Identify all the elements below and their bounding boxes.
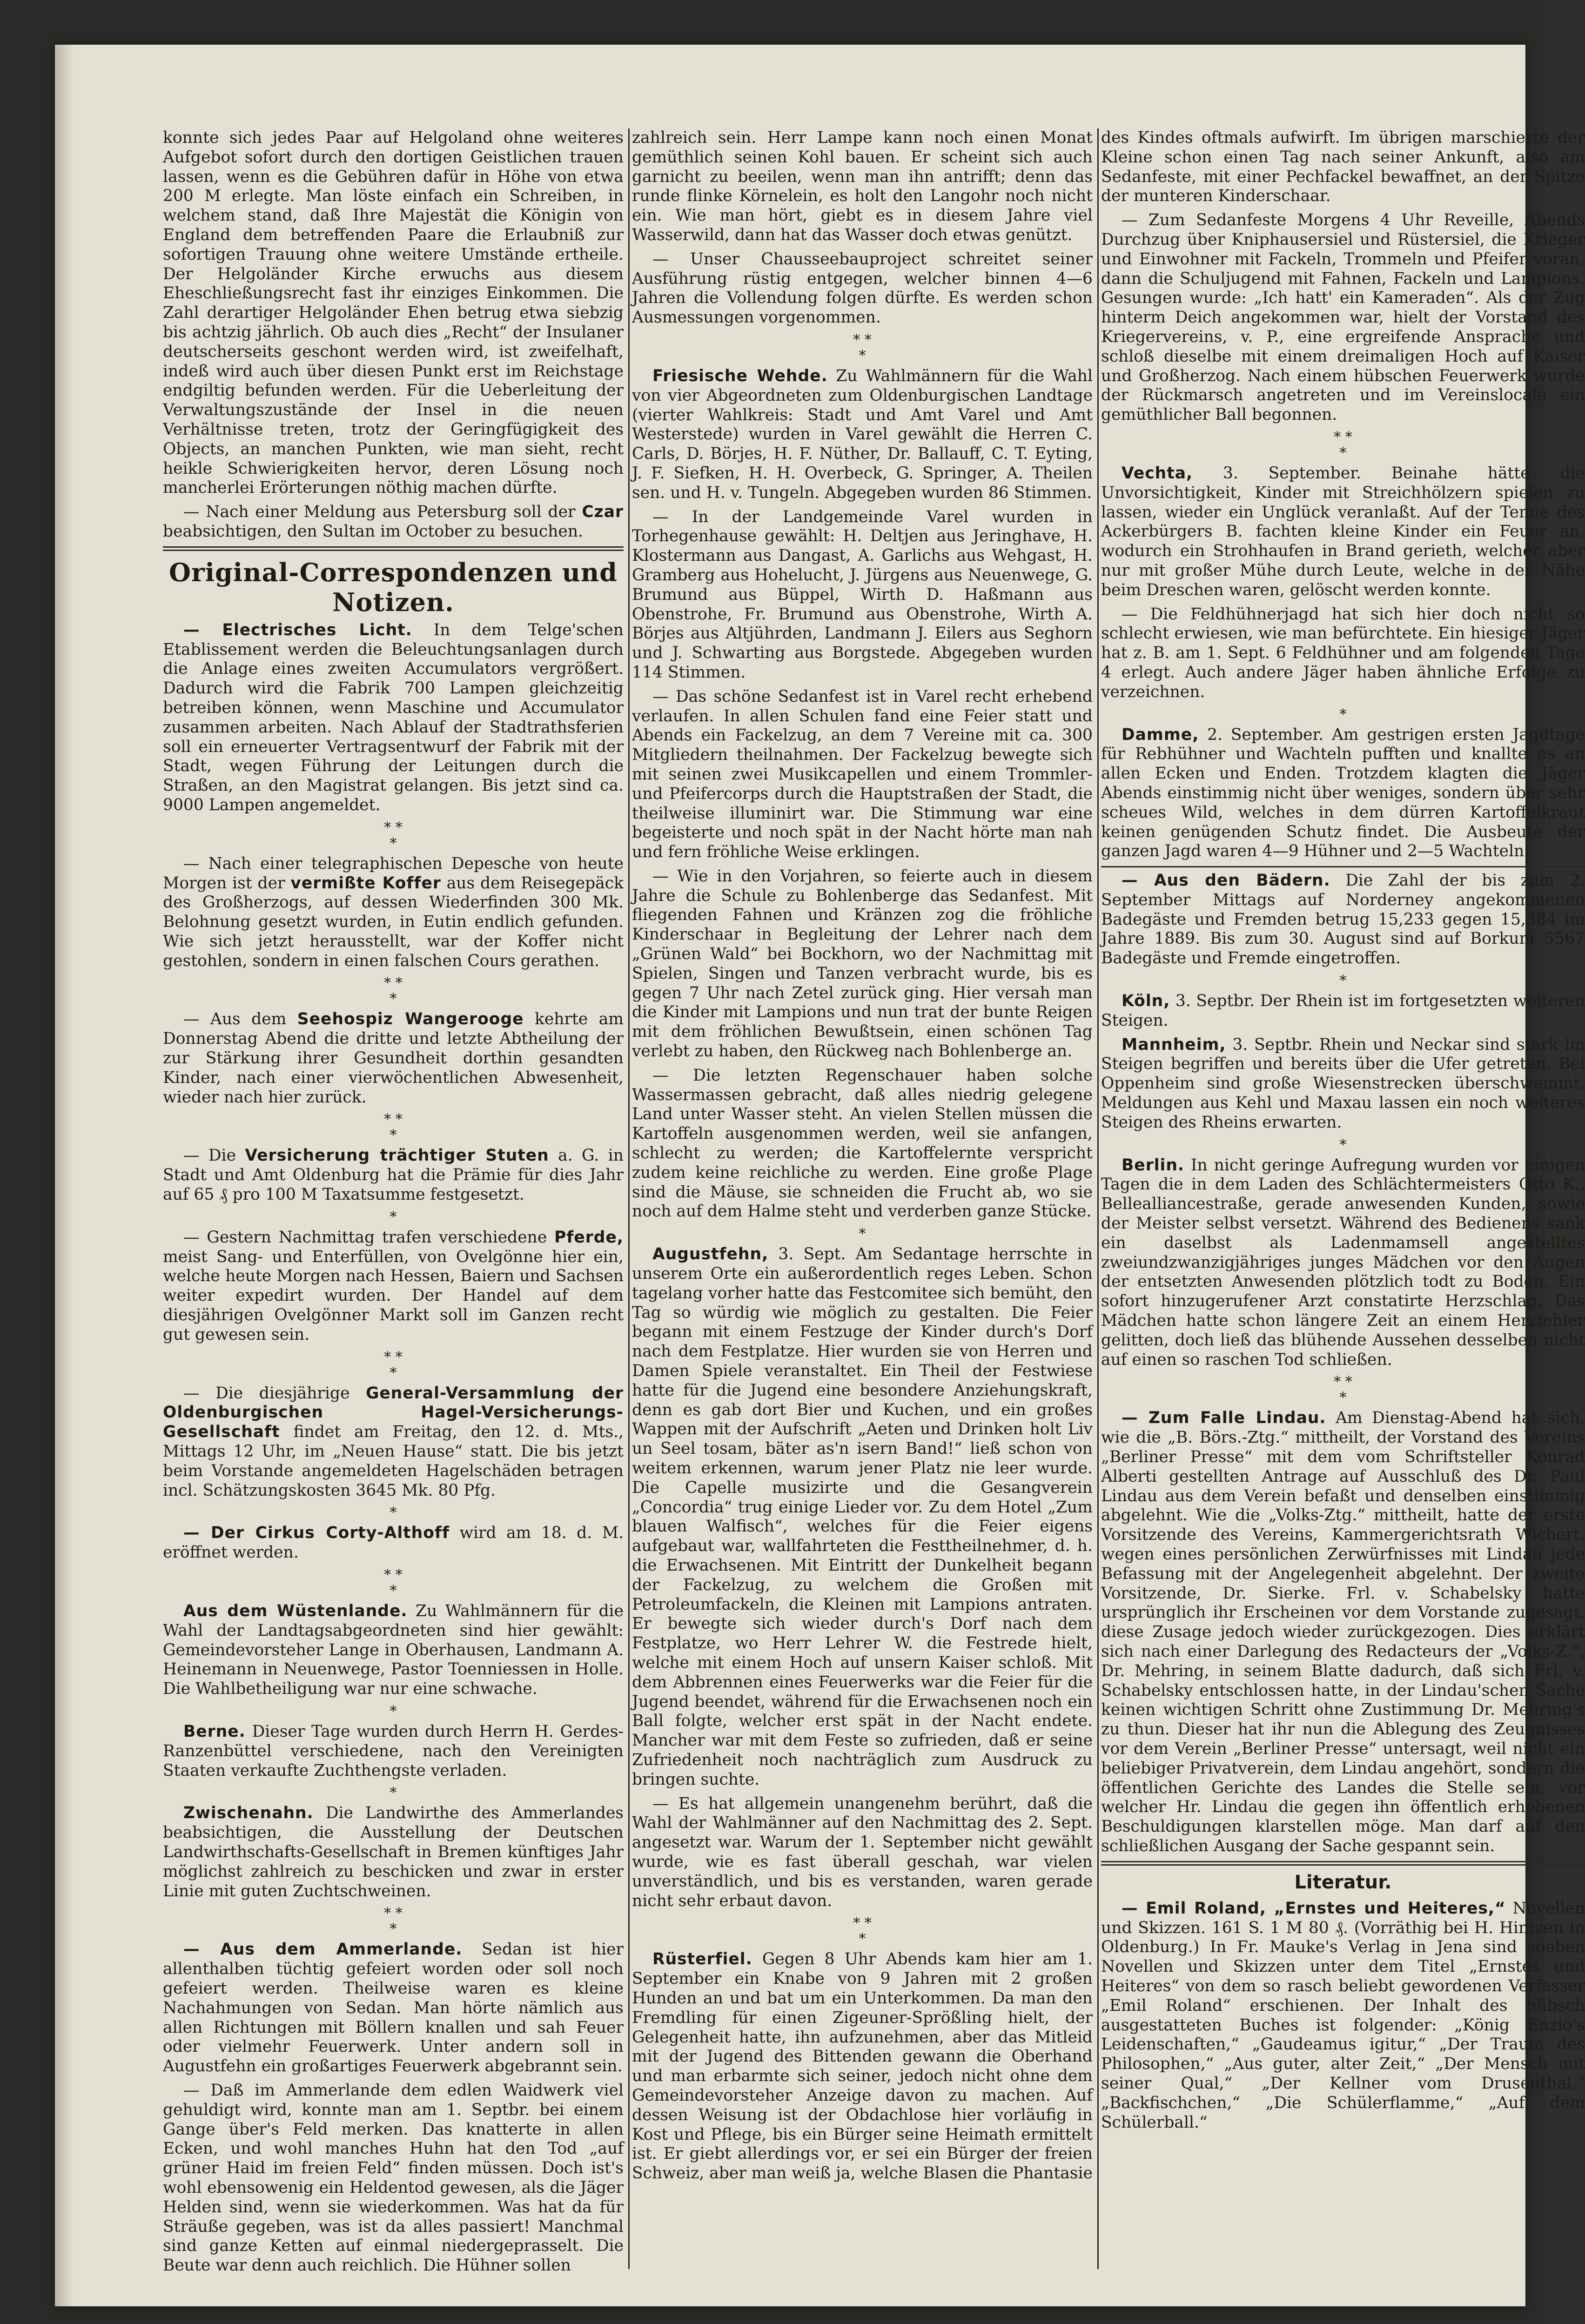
article-paragraph: [632, 367, 1093, 503]
paragraph-text: Die Zahl der bis zum 2. September Mittags auf Norderney angekommenen Badegäste und Fremden betrug 15,233 gegen 15,384 im Jahre 1889. Bis zum 30. August sind auf Borkum 5567 Badegäste und Fremde eingetroffen.: [1101, 871, 1585, 968]
article-paragraph: [163, 1010, 624, 1107]
article-title: Vechta,: [1122, 463, 1193, 483]
article-paragraph: — Daß im Ammerlande dem edlen Waidwerk viel gehuldigt wird, konnte man am 1. Septbr. bei einem Gange über's Feld merken. Das knatterte in allen Ecken, und wohl manches Huhn hat den Tod „auf grüner Haid im freien Feld“ finden müssen. Doch ist's wohl ebensowenig ein Heldentod gewesen, als die Jäger Helden sind, wenn sie wiederkommen. Was hat da für Sträuße gegeben, was ist da alles passiert! Manchmal sind ganze Ketten auf einmal niedergeprasselt. Die Beute war denn auch reichlich. Die Hühner sollen: [163, 2081, 624, 2275]
article-paragraph: [163, 1146, 624, 1204]
article-paragraph: — Wie in den Vorjahren, so feierte auch in diesem Jahre die Schule zu Bohlenberge das Sedanfest. Mit fliegenden Fahnen und Kränzen zog die fröhliche Kinderschaar in Begleitung der Lehrer nach dem „Grünen Wald“ bei Bockhorn, wo der Nachmittag mit Spielen, Singen und Tanzen verbracht wurde, bis es gegen 7 Uhr nach Zetel zurück ging. Hier versah man die Kinder mit Lampions und nun trat der bunte Reigen mit dem fröhlichen Bewußtsein, einen schönen Tag verlebt zu haben, den Rückweg nach Bohlenberge an.: [632, 866, 1093, 1061]
article-paragraph: [163, 1804, 624, 1901]
paragraph-text: Die Landwirthe des Ammerlandes beabsichtigen, die Ausstellung der Deutschen Landwirthschafts-Gesellschaft in Bremen künftiges Jahr möglichst zahlreich zu beschicken und zwar in erster Linie mit guten Zuchtschweinen.: [163, 1804, 624, 1901]
article-paragraph: [1101, 1899, 1585, 2133]
article-paragraph: — Unser Chausseebauproject schreitet seiner Ausführung rüstig entgegen, welcher binnen 4—6 Jahren die Vollendung folgen dürfte. Es werden schon Ausmessungen vorgenommen.: [632, 249, 1093, 327]
asterism: * * *: [384, 1567, 403, 1599]
article-paragraph: zahlreich sein. Herr Lampe kann noch einen Monat gemüthlich seinen Kohl bauen. Er scheint sich auch garnicht zu beeilen, wenn man ihn antrifft; denn das runde flinke Körnelein, es holt den Langohr noch nicht ein. Wie man hört, giebt es in diesem Jahre viel Wasserwild, dann hat das Wasser doch etwas genützt.: [632, 128, 1093, 244]
article-paragraph: — Zum Sedanfeste Morgens 4 Uhr Reveille, Abends Durchzug über Kniphausersiel und Rüstersiel, die Krieger und Einwohner mit Fackeln, Trommeln und Pfeifer voran, dann die Schuljugend mit Fahnen, Fackeln und Lampions. Gesungen wurde: „Ich hatt' ein Kameraden“. Als der Zug hinterm Deich angekommen war, hielt der Vorstand des Kriegervereins, v. P., eine ergreifende Ansprache und schloß dieselbe mit einem dreimaligen Hoch auf Kaiser und Großherzog. Nach einem hübschen Feuerwerk wurde der Rückmarsch angetreten und im Vereinslocale ein gemüthlicher Ball begonnen.: [1101, 211, 1585, 424]
paragraph-text: 3. September. Beinahe hätte die Unvorsichtigkeit, Kinder mit Streichhölzern spielen zu lassen, wieder ein Unglück veranlaßt. Auf der Tenne des Ackerbürgers B. fachten kleine Kinder ein Feuer an, wodurch ein Strohhaufen in Brand gerieth, welcher aber nur mit großer Mühe durch Leute, welche in der Nähe beim Dreschen waren, gelöscht werden konnte.: [1101, 463, 1585, 599]
article-title: — Der Cirkus Corty-Althoff: [183, 1524, 450, 1543]
asterism: * * *: [384, 975, 403, 1008]
column-rule: [628, 128, 630, 2269]
paragraph-text: meist Sang- und Enterfüllen, von Ovelgönne hier ein, welche heute Morgen nach Hessen, Baiern und Sachsen weiter expedirt wurden. Der Handel auf dem diesjährigen Ovelgönner Markt soll im Ganzen recht gut gewesen sein.: [163, 1247, 624, 1344]
asterism: *: [1339, 706, 1347, 723]
paragraph-text: 2. September. Am gestrigen ersten Jagdtage für Rebhühner und Wachteln pufften und knallte es an allen Ecken und Enden. Trotzdem klagten die Jäger Abends einstimmig nicht über weniges, sondern über sehr scheues Wild, welches in dem dürren Kartoffelkraut keinen genügenden Schutz findet. Die Ausbeute der ganzen Jagd waren 4—9 Hühner und 2—5 Wachteln.: [1101, 725, 1585, 861]
article-paragraph: [1101, 464, 1585, 600]
asterism: * * *: [1334, 429, 1352, 461]
asterism: *: [1339, 973, 1347, 989]
article-paragraph: [163, 1940, 624, 2076]
article-paragraph: [632, 1950, 1093, 2183]
paragraph-text: kehrte am Donnerstag Abend die dritte und letzte Abtheilung der zur Stärkung ihrer Gesundheit dorthin gesandten Kinder, nach einer vierwöchentlichen Abwesenheit, wieder nach hier zurück.: [163, 1010, 624, 1107]
article-title: Aus dem Wüstenlande.: [183, 1602, 408, 1621]
asterism: * * *: [384, 1349, 403, 1381]
asterism: * * *: [853, 331, 872, 364]
article-title: Augustfehn,: [652, 1245, 769, 1264]
paragraph-text: In nicht geringe Aufregung wurden vor einigen Tagen die in dem Laden des Schlächtermeisters Otto K., Bellealliancestraße, gerade anwesenden Kunden, sowie der Meister selbst versetzt. Während des Bedienens sank ein daselbst als Ladenmamsell angestelltes zweiundzwanzigjähriges junges Mädchen vor den Augen der entsetzten Anwesenden plötzlich todt zu Boden. Ein sofort hinzugerufener Arzt constatirte Herzschlag. Das Mädchen hatte schon längere Zeit an einem Herzfehler gelitten, doch ließ das blühende Aussehen desselben nicht auf einen so raschen Tod schließen.: [1101, 1155, 1585, 1369]
article-paragraph: [632, 1245, 1093, 1789]
article-paragraph: — Die letzten Regenschauer haben solche Wassermassen gebracht, daß alles niedrig gelegene Land unter Wasser steht. An vielen Stellen müssen die Kartoffeln ausgenommen werden, weil sie anfangen, schlecht zu werden; die Kartoffelernte verspricht zudem keine reichliche zu werden. Eine große Plage sind die Mäuse, sie schneiden die Frucht ab, wo sie noch auf dem Halme steht und verderben ganze Stücke.: [632, 1066, 1093, 1221]
bold-keyword: Pferde,: [554, 1228, 624, 1247]
paragraph-lead: — Aus dem: [183, 1010, 287, 1029]
asterism: * * *: [384, 1111, 403, 1144]
asterism: * * *: [853, 1915, 872, 1948]
paragraph-text: beabsichtigen, den Sultan im October zu besuchen.: [163, 522, 584, 541]
paragraph-text: Gegen 8 Uhr Abends kam hier am 1. September ein Knabe von 9 Jahren mit 2 großen Hunden an und bat um ein Unterkommen. Da man den Fremdling für einen Zigeuner-Sprößling hielt, der Gelegenheit hatte, ihn aufzunehmen, aber das Mitleid mit der Jugend des Bittenden gewann die Oberhand und man erbarmte sich seiner, jedoch nicht ohne dem Gemeindevorsteher Anzeige davon zu machen. Auf dessen Weisung ist der Obdachlose hier vorläufig in Kost und Pflege, bis ein Bürger seine Heimath ermittelt ist. Er giebt allerdings vor, er sei ein Bürger der freien Schweiz, aber man weiß ja, welche Blasen die Phantasie: [632, 1950, 1093, 2183]
article-title: — Emil Roland, „Ernstes und Heiteres,“: [1122, 1899, 1506, 1918]
article-paragraph: konnte sich jedes Paar auf Helgoland ohne weiteres Aufgebot sofort durch den dortigen Geistlichen trauen lassen, wenn es die Gebühren dafür in Höhe von etwa 200 M erlegte. Man löste einfach ein Schreiben, in welchem stand, daß Ihre Majestät die Königin von England dem betreffenden Paare die Erlaubniß zur sofortigen Trauung ohne weitere Umstände ertheile. Der Helgoländer Kirche erwuchs aus diesem Eheschließungsrecht fast ihr einziges Einkommen. Die Zahl derartiger Helgoländer Ehen betrug etwa siebzig bis achtzig jährlich. Ob auch dies „Recht“ der Insulaner deutscherseits geschont werden wird, ist zweifelhaft, indeß wird auch über diesen Punkt erst im Reichstage endgiltig befunden werden. Für die Ueberleitung der Verwaltungszustände der Insel in die neuen Verhältnisse treten, trotz der Geringfügigkeit des Objects, an manchen Punkten, wie man sieht, recht heikle Schwierigkeiten hervor, deren Lösung noch mancherlei Erörterungen nöthig machen dürfte.: [163, 128, 624, 497]
article-title: — Aus dem Ammerlande.: [183, 1940, 463, 1959]
article-paragraph: [1101, 871, 1585, 968]
paragraph-text: Novellen und Skizzen. 161 S. 1 M 80 ₰. (Vorräthig bei H. Hintzen in Oldenburg.) In Fr. Mauke's Verlag in Jena sind soeben Novellen und Skizzen unter dem Titel „Ernstes und Heiteres“ von dem so rasch beliebt gewordenen Verfasser „Emil Roland“ erschienen. Der Inhalt des hübsch ausgestatteten Buches ist folgender: „König Enzio's Leidenschaften,“ „Gaudeamus igitur,“ „Der Traum des Philosophen,“ „Aus guter, alter Zeit,“ „Der Mensch mit seiner Qual,“ „Der Kellner vom Drusenthal,“ „Backfischchen,“ „Die Schülerflamme,“ „Auf dem Schülerball.“: [1101, 1899, 1585, 2132]
article-paragraph: [163, 1228, 624, 1345]
newspaper-page: [55, 45, 1585, 2306]
paragraph-lead: — Nach einer Meldung aus Petersburg soll der: [183, 503, 576, 522]
article-paragraph: [1101, 725, 1585, 862]
article-paragraph: [163, 503, 624, 542]
article-title: Rüsterfiel.: [652, 1950, 752, 1969]
paragraph-text: In dem Telge'schen Etablissement werden die Beleuchtungsanlagen durch die Anlage eines zweiten Accumulators vergrößert. Dadurch wird die Fabrik 700 Lampen gleichzeitig betreiben können, wenn Maschine und Accumulator zusammen arbeiten. Nach Ablauf der Stadtrathsferien soll ein erneuerter Vertragsentwurf der Fabrik mit der Stadt, wegen Führung der Leitungen durch die Straßen, an den Magistrat gelangen. Bis jetzt sind ca. 9000 Lampen angemeldet.: [163, 620, 624, 814]
bold-keyword: Czar: [582, 503, 624, 522]
article-title: Köln,: [1122, 992, 1170, 1011]
paragraph-lead: — Die diesjährige: [183, 1384, 350, 1403]
asterism: *: [1339, 1136, 1347, 1153]
article-title: Damme,: [1122, 725, 1199, 744]
article-paragraph: [163, 1384, 624, 1501]
column-rule: [1097, 128, 1099, 2269]
paragraph-lead: — Nach einer telegraphischen Depesche von heute Morgen ist der: [163, 854, 624, 893]
bold-keyword: General-Versammlung der Oldenburgischen Hagel-Versicherungs-Gesellschaft: [163, 1384, 624, 1442]
article-paragraph: des Kindes oftmals aufwirft. Im übrigen marschierte der Kleine schon einen Tag nach seiner Ankunft, also am Sedanfeste, mit einer Pechfackel bewaffnet, an der Spitze der munteren Kinderschaar.: [1101, 128, 1585, 206]
article-paragraph: [163, 1722, 624, 1780]
asterism: *: [390, 1505, 397, 1521]
article-paragraph: [163, 1524, 624, 1563]
article-paragraph: [163, 854, 624, 971]
article-paragraph: [163, 621, 624, 815]
asterism: *: [390, 1785, 397, 1801]
asterism: * * *: [1334, 1374, 1352, 1406]
asterism: *: [390, 1209, 397, 1225]
page-fold-shadow: [55, 45, 74, 2306]
bold-keyword: Versicherung trächtiger Stuten: [245, 1146, 549, 1165]
section-divider: [163, 546, 624, 551]
paragraph-text: 3. Septbr. Rhein und Neckar sind stark im Steigen begriffen und bereits über die Ufer getreten. Bei Oppenheim sind große Wiesenstrecken überschwemmt. Meldungen aus Kehl und Maxau lassen ein noch weiteres Steigen des Rheins erwarten.: [1101, 1035, 1585, 1132]
article-paragraph: [1101, 1035, 1585, 1133]
article-paragraph: — Es hat allgemein unangenehm berührt, daß die Wahl der Wahlmänner auf den Nachmittag des 2. Sept. angesetzt war. Warum der 1. September nicht gewählt wurde, wie es fast überall geschah, war vielen unverständlich, und bis es verstanden, waren gerade nicht sehr erbaut davon.: [632, 1794, 1093, 1910]
article-paragraph: — In der Landgemeinde Varel wurden in Torhegenhause gewählt: H. Deltjen aus Jeringhave, H. Klostermann aus Dangast, A. Garlichs aus Wehgast, H. Gramberg aus Hohelucht, J. Jürgens aus Neuenwege, G. Brumund aus Büppel, Wirth D. Haßmann aus Obenstrohe, Fr. Brumund aus Obenstrohe, Wirth A. Börjes aus Altjührden, Landmann J. Eilers aus Seghorn und J. Schwarting aus Borgstede. Abgegeben wurden 114 Stimmen.: [632, 507, 1093, 682]
section-heading: Literatur.: [1294, 1871, 1392, 1893]
paragraph-text: Am Dienstag-Abend hat sich, wie die „B. Börs.-Ztg.“ mittheilt, der Vorstand des Vereins „Berliner Presse“ mit dem vom Schriftsteller Konrad Alberti gestellten Antrage auf Ausschluß des Dr. Paul Lindau aus dem Verein befaßt und denselben einstimmig abgelehnt. Wie die „Volks-Ztg.“ mittheilt, hatte der erste Vorsitzende des Vereins, Kammergerichtsrath Wichert, wegen eines persönlichen Zerwürfnisses mit Lindau jede Befassung mit der Angelegenheit abgelehnt. Der zweite Vorsitzende, Dr. Sierke. Frl. v. Schabelsky hatte ursprünglich ihr Erscheinen vor dem Vorstande zugesagt, diese Zusage jedoch wieder zurückgezogen. Dies erklärt sich nach einer Darlegung des Redacteurs der „Volks-Z.“, Dr. Mehring, in seinem Blatte dadurch, daß sich Frl. v. Schabelsky entschlossen hatte, in der Lindau'schen Sache keinen wichtigen Schritt ohne Zustimmung Dr. Mehring's zu thun. Dieser hat ihr nun die Ablegung des Zeugnisses vor dem Verein „Berliner Presse“ untersagt, weil nicht ein beliebiger Privatverein, dem Lindau angehört, sondern die öffentlichen Gerichte des Landes die Stelle sein, vor welcher Hr. Lindau die gegen ihn öffentlich erhobenen Beschuldigungen klarstellen möge. Man darf auf den schließlichen Ausgang der Sache gespannt sein.: [1101, 1409, 1585, 1855]
paragraph-text: 3. Sept. Am Sedantage herrschte in unserem Orte ein außerordentlich reges Leben. Schon tagelang vorher hatte das Festcomitee sich bemüht, den Tag so würdig wie möglich zu gestalten. Die Feier begann mit einem Festzuge der Kinder durch's Dorf nach dem Festplatze. Hier wurden sie von Herren und Damen Spiele veranstaltet. Ein Theil der Festwiese hatte für die Jugend eine besondere Anziehungskraft, denn es gab dort Bier und Kuchen, und ein großes Wappen mit der Aufschrift „Aeten und Drinken holt Liv un Seel tosam, bäter as'n isern Band!“ ließ schon von weitem erkennen, warum jener Platz nie leer wurde. Die Capelle musizirte und die Gesangverein „Concordia“ trug einige Lieder vor. Zu dem Hotel „Zum blauen Walfisch“, welches für die Feier eigens aufgebaut war, wallfahrteten die Festtheilnehmer, d. h. die Erwachsenen. Mit Eintritt der Dunkelheit begann der Fackelzug, zu welchem die Großen mit Petroleumfackeln, die Kleinen mit Lampions antraten. Er bewegte sich wieder durch's Dorf nach dem Festplatze, wo Herr Lehrer W. die Festrede hielt, welche mit einem Hoch auf unsern Kaiser schloß. Mit dem Abbrennen eines Feuerwerks war die Feier für die Jugend beendet, während für die Erwachsenen noch ein Ball folgte, welcher erst spät in der Nacht endete. Mancher war mit dem Feste so zufrieden, daß er seine Zufriedenheit noch nachträglich zum Ausdruck zu bringen suchte.: [632, 1245, 1093, 1789]
article-title: — Aus den Bädern.: [1122, 871, 1330, 890]
article-paragraph: — Die Feldhühnerjagd hat sich hier doch nicht so schlecht erwiesen, wie man befürchtete. Ein hiesiger Jäger hat z. B. am 1. Sept. 6 Feldhühner und am folgenden Tage 4 erlegt. Auch andere Jäger haben ähnliche Erfolge zu verzeichnen.: [1101, 605, 1585, 701]
column-left: [163, 128, 624, 2275]
article-paragraph: [1101, 1156, 1585, 1370]
column-middle: [632, 128, 1093, 2269]
article-paragraph: [1101, 1409, 1585, 1856]
paragraph-text: Dieser Tage wurden durch Herrn H. Gerdes-Ranzenbüttel verschiedene, nach den Vereinigten Staaten verkaufte Zuchthengste verladen.: [163, 1722, 624, 1780]
paragraph-text: Zu Wahlmännern für die Wahl der Landtagsabgeordneten sind hier gewählt: Gemeindevorsteher Lange in Oberhausen, Landmann A. Heinemann in Neuenwege, Pastor Toenniessen in Holle. Die Wahlbetheiligung war nur eine schwache.: [163, 1602, 624, 1699]
article-paragraph: [1101, 992, 1585, 1031]
article-title: Zwischenahn.: [183, 1804, 314, 1823]
paragraph-text: Zu Wahlmännern für die Wahl von vier Abgeordneten zum Oldenburgischen Landtage (vierter Wahlkreis: Stadt und Amt Varel und Amt Westerstede) wurden in Varel gewählt die Herren C. Carls, D. Börjes, H. F. Nüther, Dr. Ballauff, C. T. Eyting, J. F. Siefken, H. H. Overbeck, G. Springer, A. Theilen sen. und H. v. Tungeln. Abgegeben wurden 86 Stimmen.: [632, 366, 1093, 502]
asterism: *: [390, 1703, 397, 1719]
article-title: Berne.: [183, 1722, 246, 1741]
article-title: Mannheim,: [1122, 1035, 1226, 1054]
paragraph-text: 3. Septbr. Der Rhein ist im fortgesetzten weiteren Steigen.: [1101, 992, 1585, 1030]
section-divider: [1101, 866, 1585, 867]
asterism: * * *: [384, 819, 403, 852]
paragraph-text: wird am 18. d. M. eröffnet werden.: [163, 1524, 624, 1562]
asterism: * * *: [384, 1905, 403, 1938]
paragraph-text: findet am Freitag, den 12. d. Mts., Mittags 12 Uhr, im „Neuen Hause“ statt. Die bis jetzt beim Vorstande angemeldeten Hagelschäden betragen incl. Schätzungskosten 3645 Mk. 80 Pfg.: [163, 1423, 624, 1500]
column-right: [1101, 128, 1585, 2269]
asterism: *: [859, 1226, 866, 1243]
bold-keyword: vermißte Koffer: [290, 873, 441, 893]
article-title: — Zum Falle Lindau.: [1122, 1409, 1326, 1428]
paragraph-text: a. G. in Stadt und Amt Oldenburg hat die Prämie für dies Jahr auf 65 ₰ pro 100 M Taxatsumme festgesetzt.: [163, 1146, 624, 1204]
article-title: Berlin.: [1122, 1155, 1185, 1175]
bold-keyword: Seehospiz Wangerooge: [297, 1010, 524, 1029]
paragraph-text: Sedan ist hier allenthalben tüchtig gefeiert worden oder soll noch gefeiert werden. Theilweise waren es kleine Nachahmungen von Sedan. Man hörte nämlich aus allen Richtungen mit Böllern knallen und sah Feuer oder vielmehr Feuerwerk. Unter andern soll in Augustfehn ein großartiges Feuerwerk abgebrannt sein.: [163, 1940, 624, 2076]
article-paragraph: — Das schöne Sedanfest ist in Varel recht erhebend verlaufen. In allen Schulen fand eine Feier statt und Abends ein Fackelzug, an dem 7 Vereine mit ca. 300 Mitgliedern theilnahmen. Der Fackelzug bewegte sich mit seinen zwei Musikcapellen und einem Trommler- und Pfeifercorps durch die Hauptstraßen der Stadt, die theilweise illuminirt war. Die Stimmung war eine begeisterte und noch spät in der Nacht hörte man nah und fern fröhliche Weise erklingen.: [632, 687, 1093, 862]
article-paragraph: [163, 1602, 624, 1699]
paragraph-text: aus dem Reisegepäck des Großherzogs, auf dessen Wiederfinden 300 Mk. Belohnung gesetzt wurden, in Eutin endlich gefunden. Wie sich jetzt herausstellt, war der Koffer nicht gestohlen, sondern in einen falschen Cours gerathen.: [163, 873, 624, 970]
paragraph-lead: — Die: [183, 1146, 236, 1165]
article-title: Friesische Wehde.: [652, 366, 828, 385]
paragraph-lead: — Gestern Nachmittag trafen verschiedene: [183, 1228, 547, 1247]
section-divider: [1101, 1861, 1585, 1866]
article-title: — Electrisches Licht.: [183, 620, 412, 639]
section-heading: Original-Correspondenzen und Notizen.: [169, 557, 618, 617]
